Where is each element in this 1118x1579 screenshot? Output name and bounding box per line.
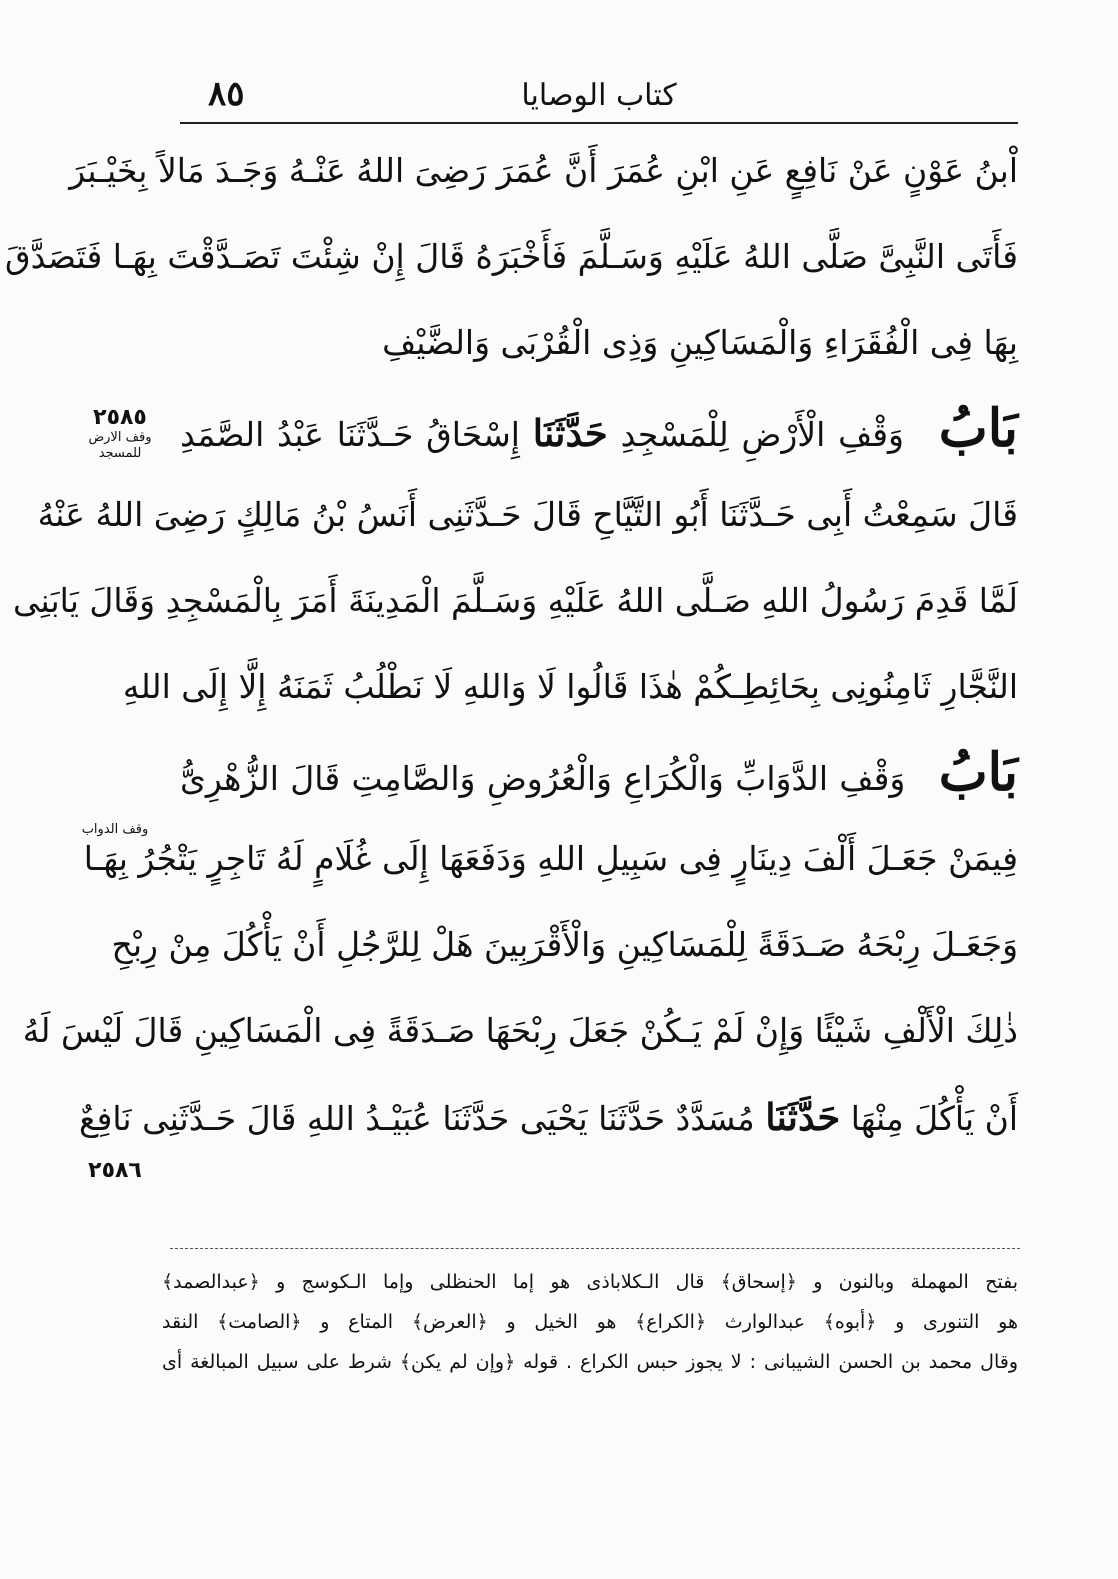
footnote-line-2: هو التنورى و ﴿أبوه﴾ عبدالوارث ﴿الكراع﴾ هو الخيل و ﴿العرض﴾ المتاع و ﴿الصامت﴾ النقد: [162, 1311, 1018, 1333]
haddathana-mark: حَدَّثَنَا: [765, 1095, 841, 1139]
text-line-1: اْبنُ عَوْنٍ عَنْ نَافِعٍ عَنِ ابْنِ عُمَرَ أَنَّ عُمَرَ رَضِىَ اللهُ عَنْـهُ وَجَـدَ مَالاً بِخَيْـبَرَ: [69, 151, 1018, 190]
chapter-heading-waqf-land: [180, 386, 1018, 472]
hadith-number: ٢٥٨٥: [93, 405, 147, 430]
chapter-text: قَالَ الزُّهْرِىُّ: [180, 759, 341, 798]
chapter-heading-waqf-animals: [180, 730, 1018, 816]
footnote-line-3: وقال محمد بن الحسن الشيبانى : لا يجوز حبس الكراع . قوله ﴿وإن لم يكن﴾ شرط على سبيل المبالغة أى: [162, 1351, 1018, 1373]
text-line-4: قَالَ سَمِعْتُ أَبِى حَـدَّثَنَا أَبُو التَّيَّاحِ قَالَ حَـدَّثَنِى أَنَسُ بْنُ مَالِكٍ رَضِىَ اللهُ عَنْهُ: [37, 495, 1018, 534]
chapter-title: وَقْفِ الدَّوَابِّ وَالْكُرَاعِ وَالْعُرُوضِ وَالصَّامِتِ: [351, 759, 906, 798]
text-line-2: فَأَتَى النَّبِىَّ صَلَّى اللهُ عَلَيْهِ وَسَـلَّمَ فَأَخْبَرَهُ قَالَ إِنْ شِئْتَ تَصَـدَّقْتَ بِهَـا فَتَصَدَّقَ: [4, 237, 1018, 276]
chapter-text: إِسْحَاقُ حَـدَّثَنَا عَبْدُ الصَّمَدِ: [180, 415, 520, 454]
page-header: [180, 68, 1018, 124]
margin-note-2585: [70, 405, 170, 462]
line-rest: مُسَدَّدٌ حَدَّثَنَا يَحْيَى حَدَّثَنَا عُبَيْـدُ اللهِ قَالَ حَـدَّثَنِى نَافِعٌ: [79, 1099, 755, 1138]
haddathana-mark: حَدَّثَنَا: [532, 411, 608, 455]
text-line-9: ذٰلِكَ الْأَلْفِ شَيْئًا وَإِنْ لَمْ يَـكُنْ جَعَلَ رِبْحَهَا صَـدَقَةً فِى الْمَسَاكِينِ قَالَ لَيْسَ لَهُ: [22, 1011, 1018, 1050]
text-line-5: لَمَّا قَدِمَ رَسُولُ اللهِ صَـلَّى اللهُ عَلَيْهِ وَسَـلَّمَ الْمَدِينَةَ أَمَرَ بِالْمَسْجِدِ وَقَالَ يَابَنِى: [13, 581, 1018, 620]
line-start: أَنْ يَأْكُلَ مِنْهَا: [850, 1099, 1018, 1138]
chapter-title: وَقْفِ الْأَرْضِ لِلْمَسْجِدِ: [620, 415, 904, 454]
bab-word: بَابُ: [938, 742, 1018, 803]
text-line-8: وَجَعَـلَ رِبْحَهُ صَـدَقَةً لِلْمَسَاكِينِ وَالْأَقْرَبِينَ هَلْ لِلرَّجُلِ أَنْ يَأْكُلَ مِنْ رِبْحِ: [111, 925, 1018, 964]
running-title: كتاب الوصايا: [521, 78, 677, 113]
text-line-3: بِهَا فِى الْفُقَرَاءِ وَالْمَسَاكِينِ وَذِى الْقُرْبَى وَالضَّيْفِ: [382, 323, 1018, 362]
text-line-10: [79, 1074, 1018, 1160]
footnote-divider: [170, 1248, 1020, 1249]
page-number: ٨٥: [208, 74, 245, 114]
footnotes: [162, 1262, 1018, 1382]
bab-word: بَابُ: [938, 398, 1019, 459]
hadith-number: ٢٥٨٦: [88, 1158, 142, 1183]
margin-note-dawab: [60, 822, 170, 838]
footnote-line-1: بفتح المهملة وبالنون و ﴿إسحاق﴾ قال الـكلاباذى هو إما الحنظلى وإما الـكوسج و ﴿عبدالصمد﴾: [162, 1271, 1018, 1293]
margin-label: للمسجد: [98, 446, 142, 461]
text-line-6: النَّجَّارِ ثَامِنُونِى بِحَائِطِـكُمْ هٰذَا قَالُوا لَا وَاللهِ لَا نَطْلُبُ ثَمَنَهُ إِلَّا إِلَى اللهِ: [122, 667, 1018, 706]
margin-label: وقف الدواب: [81, 822, 149, 837]
margin-label: وقف الارض: [88, 430, 152, 445]
margin-note-2586: [60, 1158, 170, 1183]
text-line-7: فِيمَنْ جَعَـلَ أَلْفَ دِينَارٍ فِى سَبِيلِ اللهِ وَدَفَعَهَا إِلَى غُلَامٍ لَهُ تَاجِرٍ يَتْجُرُ بِهَـا: [83, 839, 1018, 878]
